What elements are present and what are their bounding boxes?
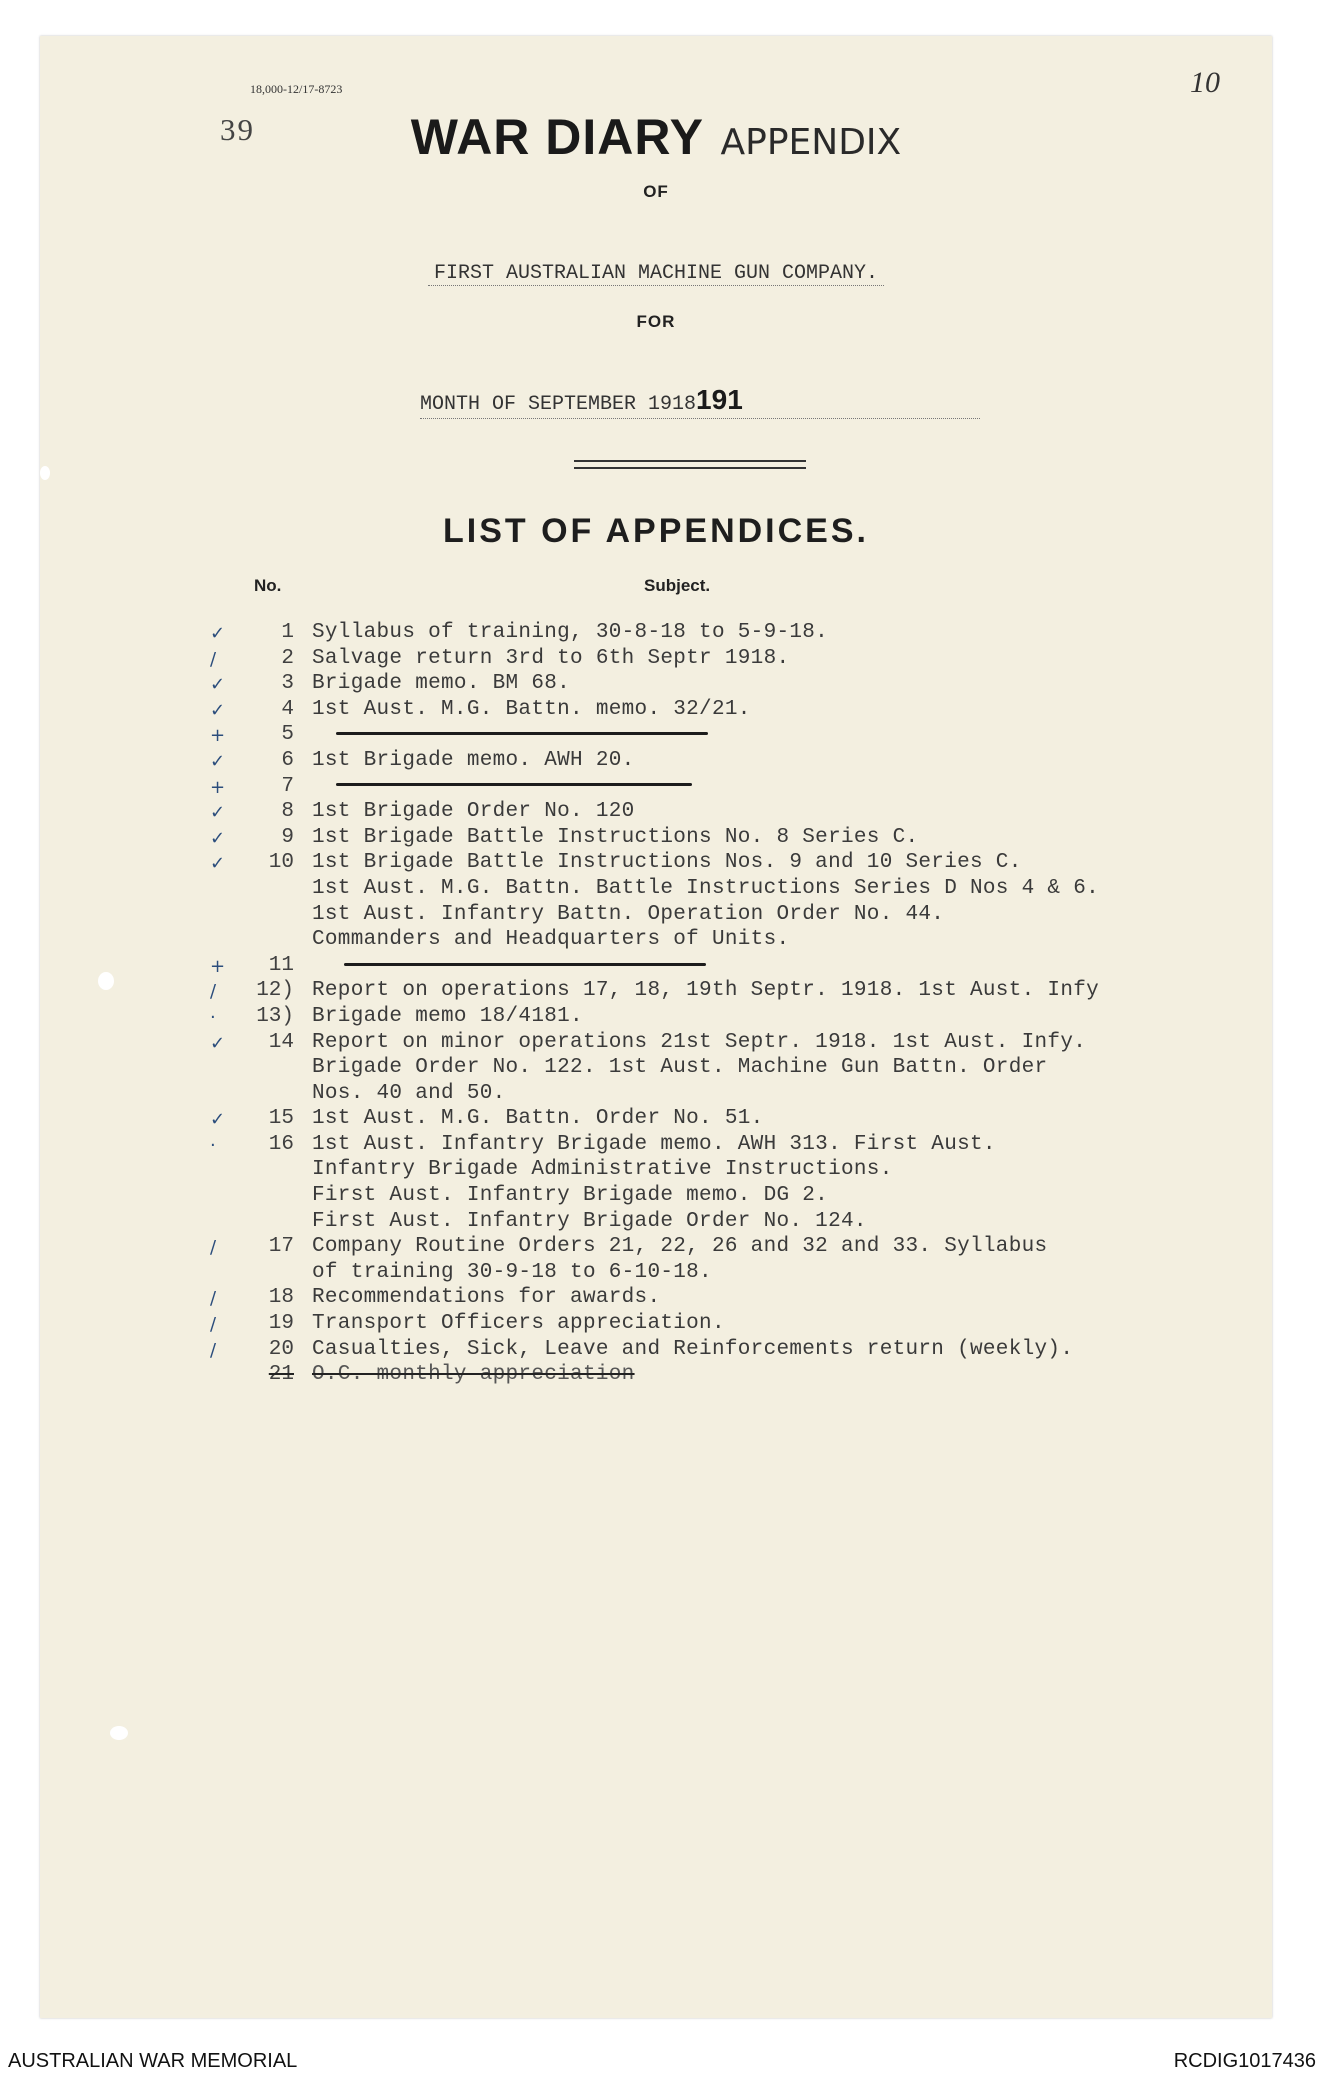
appendix-number: 15	[268, 1107, 294, 1131]
ink-rule-11	[344, 963, 706, 966]
check-mark-icon: ·	[210, 1006, 216, 1028]
check-mark-icon: ✓	[210, 802, 226, 824]
appendix-subject: O.C. monthly appreciation	[312, 1363, 635, 1387]
title-war-diary: WAR DIARY	[410, 109, 705, 165]
check-mark-icon: ✓	[210, 1032, 226, 1054]
check-mark-icon: /	[210, 1288, 217, 1310]
appendix-number: 14	[268, 1030, 294, 1054]
appendix-number: 10	[268, 851, 294, 875]
check-mark-icon: ✓	[210, 699, 226, 721]
appendix-subject	[312, 722, 1292, 748]
footer-archive-name: AUSTRALIAN WAR MEMORIAL	[8, 2050, 298, 2072]
appendix-entry	[210, 1337, 1292, 1363]
for-label: FOR	[636, 312, 676, 331]
appendix-entry	[210, 646, 1292, 672]
appendix-subject: 1st Brigade memo. AWH 20.	[312, 748, 635, 772]
appendix-subject: Casualties, Sick, Leave and Reinforcements return (weekly).	[312, 1337, 1074, 1361]
page-number: 39	[220, 112, 255, 147]
check-mark-icon: ✓	[210, 1109, 226, 1131]
appendix-number: 16	[268, 1132, 294, 1156]
unit-name	[40, 262, 1272, 285]
appendix-entry	[210, 1311, 1292, 1337]
appendix-number: 20	[268, 1337, 294, 1361]
check-mark-icon: /	[210, 1314, 217, 1336]
appendix-entry	[210, 1285, 1292, 1311]
appendix-entry	[210, 1004, 1292, 1030]
ink-rule-5	[336, 732, 708, 735]
folio-number: 10	[1190, 66, 1220, 99]
appendix-entry	[210, 748, 1292, 774]
appendix-subject: Syllabus of training, 30-8-18 to 5-9-18.	[312, 621, 829, 644]
appendix-entry	[210, 1132, 1292, 1234]
appendix-subject: 1st Brigade Battle Instructions Nos. 9 and 10 Series C. 1st Aust. M.G. Battn. Battle Instructions Series D Nos 4 & 6. 1st Aust. Infantry Battn. Operation Order No. 44. Commanders and Headquarters of Units.	[312, 851, 1100, 952]
ink-rule-7	[336, 783, 692, 786]
appendix-number: 18	[268, 1286, 294, 1310]
appendix-number: 11	[268, 953, 294, 977]
check-mark-icon: ·	[210, 1134, 216, 1156]
appendix-subject: Brigade memo 18/4181.	[312, 1004, 583, 1028]
appendix-subject: Report on minor operations 21st Septr. 1918. 1st Aust. Infy. Brigade Order No. 122. 1st Aust. Machine Gun Battn. Order Nos. 40 and 50.	[312, 1030, 1087, 1105]
appendix-entry	[210, 850, 1292, 952]
appendix-subject: Recommendations for awards.	[312, 1286, 661, 1310]
appendix-subject: Transport Officers appreciation.	[312, 1312, 725, 1336]
appendix-number: 12)	[256, 979, 294, 1003]
appendix-number: 2	[281, 646, 294, 670]
appendix-number: 7	[281, 774, 294, 798]
appendix-entry	[232, 1362, 1292, 1388]
paper-wear-spot	[40, 466, 50, 480]
appendix-entry	[210, 799, 1292, 825]
check-mark-icon: +	[210, 776, 226, 798]
footer-record-id: RCDIG1017436	[1173, 2050, 1316, 2072]
appendix-entry	[210, 620, 1292, 646]
check-mark-icon: /	[210, 1237, 217, 1259]
appendix-subject: 1st Aust. M.G. Battn. Order No. 51.	[312, 1107, 764, 1131]
double-rule-divider	[574, 460, 806, 469]
appendix-number: 8	[281, 800, 294, 824]
title-appendix-stamp: APPENDIX	[720, 122, 902, 163]
appendix-subject: Report on operations 17, 18, 19th Septr. 1918. 1st Aust. Infy	[312, 979, 1100, 1003]
appendix-number: 17	[268, 1235, 294, 1259]
appendix-number: 5	[281, 723, 294, 747]
appendix-subject: Brigade memo. BM 68.	[312, 672, 571, 696]
appendix-subject: 1st Aust. M.G. Battn. memo. 32/21.	[312, 697, 751, 721]
appendix-entry	[210, 697, 1292, 723]
appendix-number: 6	[281, 748, 294, 772]
paper-wear-spot	[98, 972, 114, 990]
appendix-number: 1	[281, 621, 294, 644]
appendix-entry	[210, 1234, 1292, 1285]
check-mark-icon: /	[210, 648, 217, 670]
check-mark-icon: ✓	[210, 853, 226, 875]
appendix-number: 3	[281, 672, 294, 696]
appendix-subject	[312, 774, 1292, 800]
month-line	[420, 384, 980, 419]
appendix-subject: Salvage return 3rd to 6th Septr 1918.	[312, 646, 790, 670]
check-mark-icon: +	[210, 725, 226, 747]
appendix-number: 21	[268, 1363, 294, 1387]
unit-name-text: FIRST AUSTRALIAN MACHINE GUN COMPANY.	[428, 262, 884, 286]
appendix-entry	[210, 722, 1292, 748]
appendix-entry	[210, 774, 1292, 800]
appendix-entry	[210, 1106, 1292, 1132]
appendix-entry	[210, 671, 1292, 697]
appendix-entry	[210, 978, 1292, 1004]
check-mark-icon: ✓	[210, 623, 226, 644]
check-mark-icon: ✓	[210, 674, 226, 696]
month-text: MONTH OF SEPTEMBER 1918	[420, 393, 697, 416]
appendix-number: 13)	[256, 1004, 294, 1028]
check-mark-icon: +	[210, 955, 226, 977]
appendix-entry	[210, 825, 1292, 851]
list-of-appendices-heading: LIST OF APPENDICES.	[442, 512, 869, 550]
appendix-subject: 1st Brigade Battle Instructions No. 8 Series C.	[312, 825, 919, 849]
printer-reference: 18,000-12/17-8723	[250, 82, 343, 96]
appendix-entry	[210, 1030, 1292, 1107]
appendix-number: 19	[268, 1312, 294, 1336]
appendix-subject: 1st Brigade Order No. 120	[312, 800, 635, 824]
appendix-subject: 1st Aust. Infantry Brigade memo. AWH 313. First Aust. Infantry Brigade Administrative Instructions. First Aust. Infantry Brigade memo. DG 2. First Aust. Infantry Brigade Order No. 124.	[312, 1132, 996, 1233]
column-header-subject: Subject.	[644, 576, 711, 595]
check-mark-icon: ✓	[210, 750, 226, 772]
check-mark-icon: ✓	[210, 827, 226, 849]
check-mark-icon: /	[210, 1339, 217, 1361]
of-label: OF	[643, 182, 669, 201]
document-title	[40, 108, 1272, 166]
appendix-number: 9	[281, 825, 294, 849]
paper-wear-spot	[110, 1726, 128, 1740]
document-page	[40, 36, 1272, 2018]
appendices-list	[210, 620, 1292, 1388]
appendix-number: 4	[281, 697, 294, 721]
month-date-stamp: 191	[696, 384, 743, 415]
column-header-no: No.	[254, 576, 282, 595]
appendix-subject: Company Routine Orders 21, 22, 26 and 32 and 33. Syllabus of training 30-9-18 to 6-10-18.	[312, 1235, 1048, 1284]
check-mark-icon: /	[210, 981, 217, 1003]
